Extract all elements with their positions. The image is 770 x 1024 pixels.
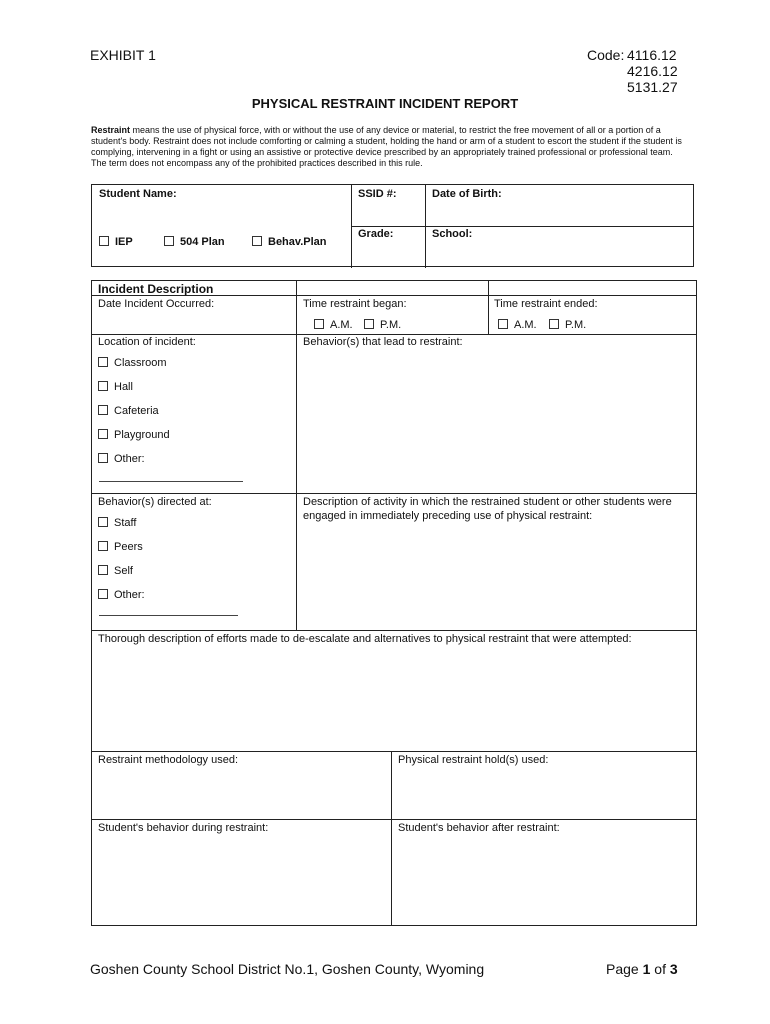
checkbox-icon [98, 565, 108, 575]
incident-table [91, 280, 697, 926]
location-other-checkbox[interactable]: Other: [98, 453, 145, 465]
preceding-activity-label: Description of activity in which the restrained student or other students were engaged in immediately preceding use of physical restraint: [303, 496, 672, 522]
definition-term: Restraint [91, 125, 131, 135]
location-playground-checkbox[interactable]: Playground [98, 429, 170, 441]
directed-peers-checkbox[interactable]: Peers [98, 541, 143, 553]
behaviors-lead-label: Behavior(s) that lead to restraint: [303, 336, 463, 348]
behavior-during-label: Student's behavior during restraint: [98, 822, 269, 834]
time-ended-label: Time restraint ended: [494, 298, 598, 310]
student-name-label: Student Name: [99, 188, 177, 200]
iep-label: IEP [115, 236, 133, 248]
directed-staff-checkbox[interactable]: Staff [98, 517, 136, 529]
checkbox-icon [549, 319, 559, 329]
iep-checkbox[interactable] [99, 236, 133, 248]
checkbox-icon [164, 236, 174, 246]
policy-codes [587, 47, 678, 95]
checkbox-icon [99, 236, 109, 246]
behav-plan-label: Behav.Plan [268, 236, 327, 248]
ended-pm-checkbox[interactable]: P.M. [549, 319, 586, 331]
ssid-label: SSID #: [358, 188, 397, 200]
checkbox-icon [98, 405, 108, 415]
directed-other-checkbox[interactable]: Other: [98, 589, 145, 601]
checkbox-icon [498, 319, 508, 329]
checkbox-icon [98, 453, 108, 463]
location-label: Location of incident: [98, 336, 196, 348]
began-pm-checkbox[interactable]: P.M. [364, 319, 401, 331]
location-classroom-checkbox[interactable]: Classroom [98, 357, 167, 369]
incident-section-title: Incident Description [98, 282, 214, 296]
page-number: Page 1 of 3 [606, 961, 678, 977]
checkbox-icon [314, 319, 324, 329]
dob-label: Date of Birth: [432, 188, 502, 200]
checkbox-icon [98, 357, 108, 367]
restraint-definition [91, 125, 683, 169]
code-value: 5131.27 [627, 79, 678, 95]
definition-text: means the use of physical force, with or without the use of any device or material, to restrict the free movement of all or a portion of a student's body. Restraint does not include comforting or calming a student, holding the hand or arm of a student to escort the student if the student is complying, intervening in a fight or using an assistive or protective device prescribed by an appropriately trained professional or professional team. The term does not encompass any of the prohibited practices described in this rule. [91, 125, 682, 168]
504-plan-label: 504 Plan [180, 236, 225, 248]
school-label: School: [432, 228, 473, 240]
directed-other-line[interactable] [99, 615, 238, 616]
checkbox-icon [98, 429, 108, 439]
directed-self-checkbox[interactable]: Self [98, 565, 133, 577]
code-value: 4216.12 [627, 63, 678, 79]
student-info-table [91, 184, 694, 267]
form-title: PHYSICAL RESTRAINT INCIDENT REPORT [251, 96, 519, 111]
time-began-label: Time restraint began: [303, 298, 407, 310]
checkbox-icon [364, 319, 374, 329]
date-occurred-label: Date Incident Occurred: [98, 298, 215, 310]
holds-used-label: Physical restraint hold(s) used: [398, 754, 549, 766]
district-footer: Goshen County School District No.1, Goshen County, Wyoming [90, 961, 485, 977]
code-value: 4116.12 [627, 47, 677, 63]
exhibit-label: EXHIBIT 1 [90, 47, 156, 63]
location-cafeteria-checkbox[interactable]: Cafeteria [98, 405, 159, 417]
504-plan-checkbox[interactable] [164, 236, 225, 248]
deescalate-label: Thorough description of efforts made to de-escalate and alternatives to physical restraint that were attempted: [98, 633, 632, 645]
behavior-after-label: Student's behavior after restraint: [398, 822, 560, 834]
checkbox-icon [98, 517, 108, 527]
checkbox-icon [252, 236, 262, 246]
behav-plan-checkbox[interactable] [252, 236, 327, 248]
checkbox-icon [98, 381, 108, 391]
directed-at-label: Behavior(s) directed at: [98, 496, 212, 508]
grade-label: Grade: [358, 228, 394, 240]
checkbox-icon [98, 589, 108, 599]
began-am-checkbox[interactable]: A.M. [314, 319, 353, 331]
checkbox-icon [98, 541, 108, 551]
ended-am-checkbox[interactable]: A.M. [498, 319, 537, 331]
location-hall-checkbox[interactable]: Hall [98, 381, 133, 393]
methodology-label: Restraint methodology used: [98, 754, 239, 766]
code-label: Code: [587, 47, 625, 63]
location-other-line[interactable] [99, 481, 243, 482]
